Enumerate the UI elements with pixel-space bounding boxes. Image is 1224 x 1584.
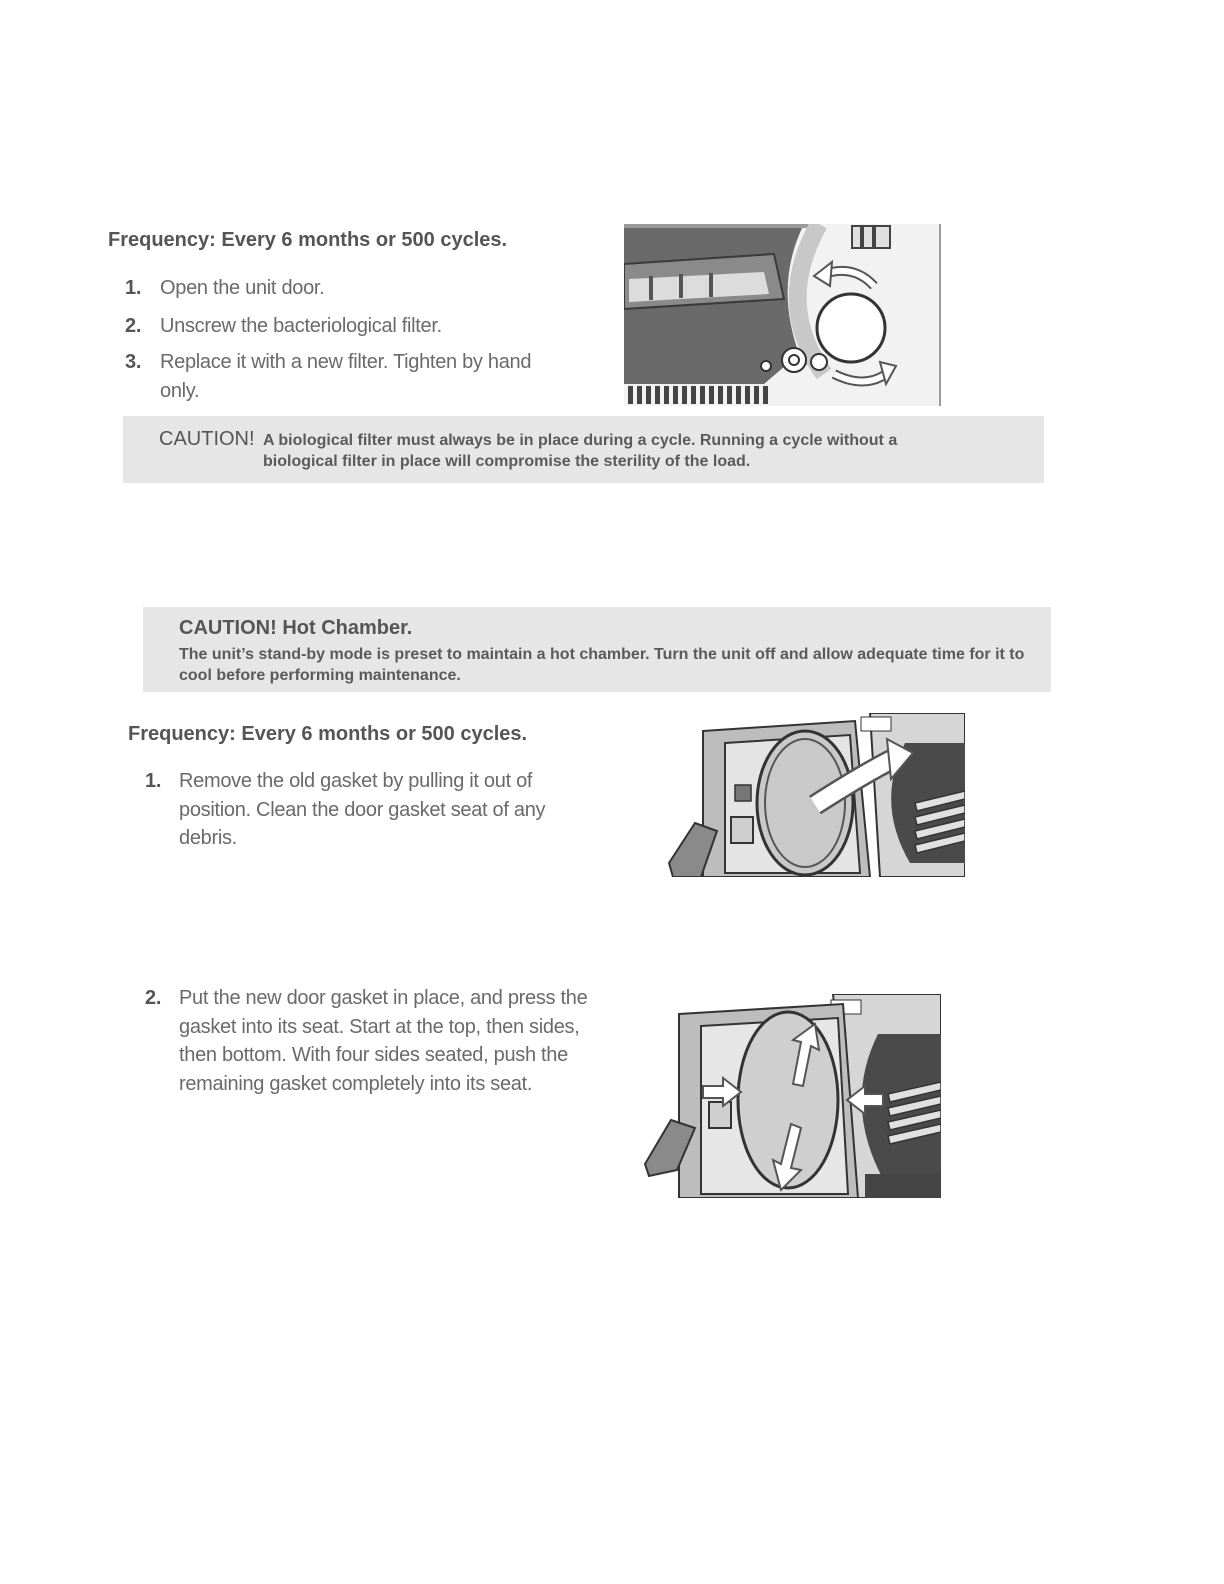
caution-box-biological-filter [123, 416, 1044, 483]
filter-replacement-illustration [624, 224, 941, 406]
step-text: Remove the old gasket by pulling it out of position. Clean the door gasket seat of any debris. [179, 770, 546, 849]
section2-frequency-heading: Frequency: Every 6 months or 500 cycles. [128, 723, 528, 745]
step-number: 1. [145, 770, 162, 792]
step-text: Replace it with a new filter. Tighten by hand only. [160, 351, 532, 402]
step-text: Open the unit door. [160, 277, 325, 299]
step-number: 2. [125, 315, 142, 337]
step-number: 3. [125, 351, 142, 373]
step-number: 1. [125, 277, 142, 299]
gasket-removal-illustration [665, 713, 965, 877]
step-number: 2. [145, 987, 162, 1009]
caution-box-hot-chamber [143, 607, 1051, 692]
gasket-install-illustration [643, 994, 941, 1198]
section1-frequency-heading: Frequency: Every 6 months or 500 cycles. [108, 229, 508, 251]
caution-text-line2: biological filter in place will compromise the sterility of the load. [263, 453, 751, 470]
caution-text-line1: A biological filter must always be in place during a cycle. Running a cycle without a [263, 432, 898, 449]
step-text: Unscrew the bacteriological filter. [160, 315, 442, 337]
caution-label: CAUTION! [159, 428, 255, 450]
step-text: Put the new door gasket in place, and press the gasket into its seat. Start at the top, then sides, then bottom. With four sides seated, push the remaining gasket completely into its seat. [179, 987, 588, 1095]
caution-title: CAUTION! Hot Chamber. [179, 617, 413, 639]
caution-body: The unit’s stand-by mode is preset to maintain a hot chamber. Turn the unit off and allow adequate time for it to cool before performing maintenance. [179, 646, 1025, 684]
